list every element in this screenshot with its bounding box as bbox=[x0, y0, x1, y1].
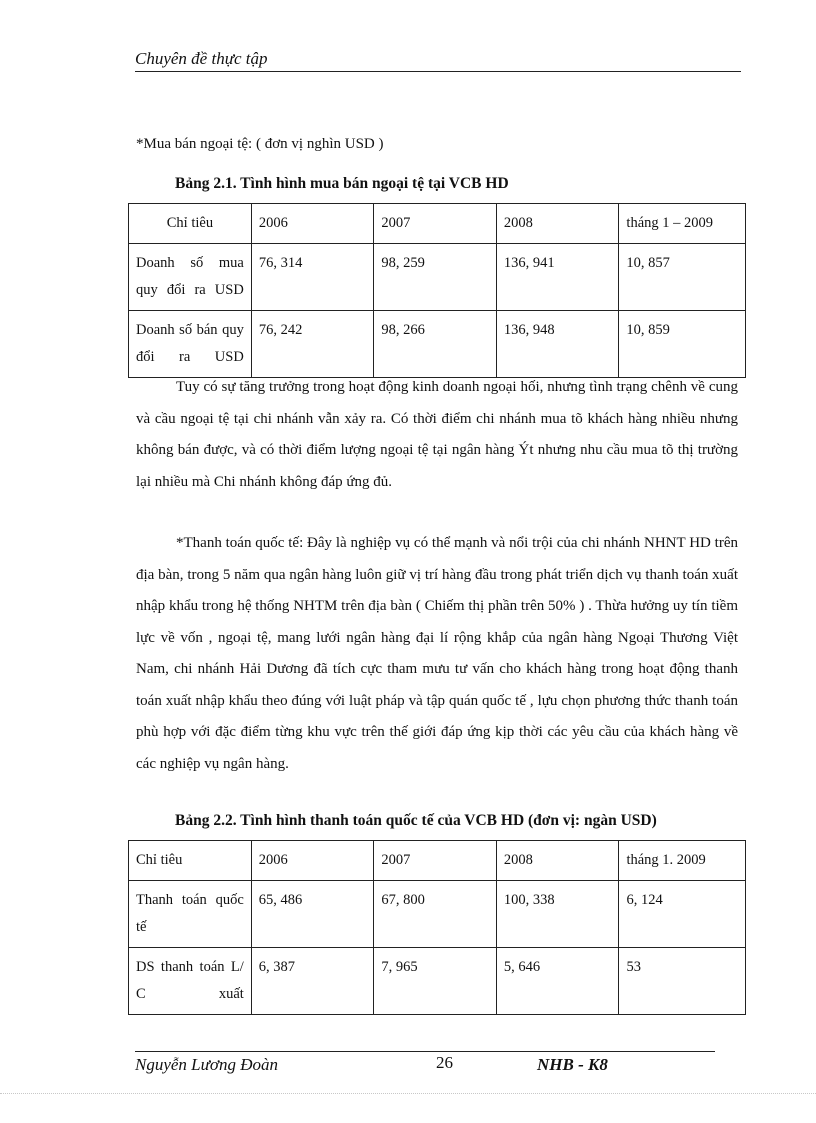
table-header-row bbox=[129, 204, 746, 244]
row-label: Doanh số mua quy đổi ra USD bbox=[129, 244, 252, 311]
page-number: 26 bbox=[436, 1053, 453, 1072]
header-cell: 2008 bbox=[496, 841, 619, 881]
table-cell: 67, 800 bbox=[374, 881, 497, 948]
header-title: Chuyên đề thực tập bbox=[135, 49, 268, 68]
table2-caption: Bảng 2.2. Tình hình thanh toán quốc tế của VCB HD (đơn vị: ngàn USD) bbox=[175, 812, 657, 829]
header-cell: Chỉ tiêu bbox=[129, 204, 252, 244]
table-cell: 7, 965 bbox=[374, 948, 497, 1015]
header-cell: 2006 bbox=[251, 204, 374, 244]
table-cell: 136, 941 bbox=[496, 244, 619, 311]
table-international-payment bbox=[128, 840, 746, 1015]
table-row bbox=[129, 948, 746, 1015]
table-row bbox=[129, 311, 746, 378]
table-cell: 100, 338 bbox=[496, 881, 619, 948]
table1-caption: Bảng 2.1. Tình hình mua bán ngoại tệ tại VCB HD bbox=[175, 175, 509, 192]
table-cell: 6, 387 bbox=[251, 948, 374, 1015]
paragraph-forex-analysis: Tuy có sự tăng trưởng trong hoạt động kinh doanh ngoại hối, nhưng tình trạng chênh về cung và cầu ngoại tệ tại chi nhánh vẫn xảy ra. Có thời điểm chi nhánh mua tõ khách hàng nhiều nhưng không bán được, và có thời điểm lượng ngoại tệ tại ngân hàng Ýt nhưng nhu cầu mua tõ thị trường lại nhiều mà Chi nhánh không đáp ứng đủ. bbox=[136, 379, 738, 490]
header-cell: tháng 1. 2009 bbox=[619, 841, 746, 881]
footer-divider bbox=[135, 1051, 715, 1052]
header-cell: Chỉ tiêu bbox=[129, 841, 252, 881]
paragraph-international-payment: *Thanh toán quốc tế: Đây là nghiệp vụ có thể mạnh và nổi trội của chi nhánh NHNT HD trên địa bàn, trong 5 năm qua ngân hàng luôn giữ vị trí hàng đầu trong phát triển dịch vụ thanh toán xuất nhập khẩu trong hệ thống NHTM trên địa bàn ( Chiếm thị phần trên 50% ) . Thừa hưởng uy tín tiềm lực về vốn , ngoại tệ, mang lưới ngân hàng đại lí rộng khắp của ngân hàng Ngoại Thương Việt Nam, chi nhánh Hải Dương đã tích cực tham mưu tư vấn cho khách hàng trong hoạt động thanh toán xuất nhập khẩu theo đúng với luật pháp và tập quán quốc tế , lựu chọn phương thức thanh toán phù hợp với đặc điểm từng khu vực trên thế giới đáp ứng kịp thời các yêu cầu của khách hàng về các nghiệp vụ ngân hàng. bbox=[136, 535, 738, 772]
table-cell: 98, 266 bbox=[374, 311, 497, 378]
page-edge-divider bbox=[0, 1093, 816, 1094]
table-cell: 6, 124 bbox=[619, 881, 746, 948]
table-row bbox=[129, 881, 746, 948]
header-cell: 2006 bbox=[251, 841, 374, 881]
row-label: Doanh số bán quy đổi ra USD bbox=[129, 311, 252, 378]
table-row bbox=[129, 244, 746, 311]
table-cell: 5, 646 bbox=[496, 948, 619, 1015]
row-label: Thanh toán quốc tế bbox=[129, 881, 252, 948]
table-header-row bbox=[129, 841, 746, 881]
table-cell: 65, 486 bbox=[251, 881, 374, 948]
header-divider bbox=[135, 71, 741, 72]
table-forex-trading bbox=[128, 203, 746, 378]
table-cell: 136, 948 bbox=[496, 311, 619, 378]
header-cell: 2007 bbox=[374, 204, 497, 244]
section-label-forex: *Mua bán ngoại tệ: ( đơn vị nghìn USD ) bbox=[136, 136, 384, 152]
header-cell: tháng 1 – 2009 bbox=[619, 204, 746, 244]
footer-class: NHB - K8 bbox=[537, 1055, 608, 1074]
table-cell: 76, 242 bbox=[251, 311, 374, 378]
table-cell: 10, 857 bbox=[619, 244, 746, 311]
table-cell: 76, 314 bbox=[251, 244, 374, 311]
footer-author: Nguyễn Lương Đoàn bbox=[135, 1055, 279, 1074]
table-cell: 53 bbox=[619, 948, 746, 1015]
table-cell: 98, 259 bbox=[374, 244, 497, 311]
table-cell: 10, 859 bbox=[619, 311, 746, 378]
header-cell: 2007 bbox=[374, 841, 497, 881]
header-cell: 2008 bbox=[496, 204, 619, 244]
row-label: DS thanh toán L/ C xuất bbox=[129, 948, 252, 1015]
